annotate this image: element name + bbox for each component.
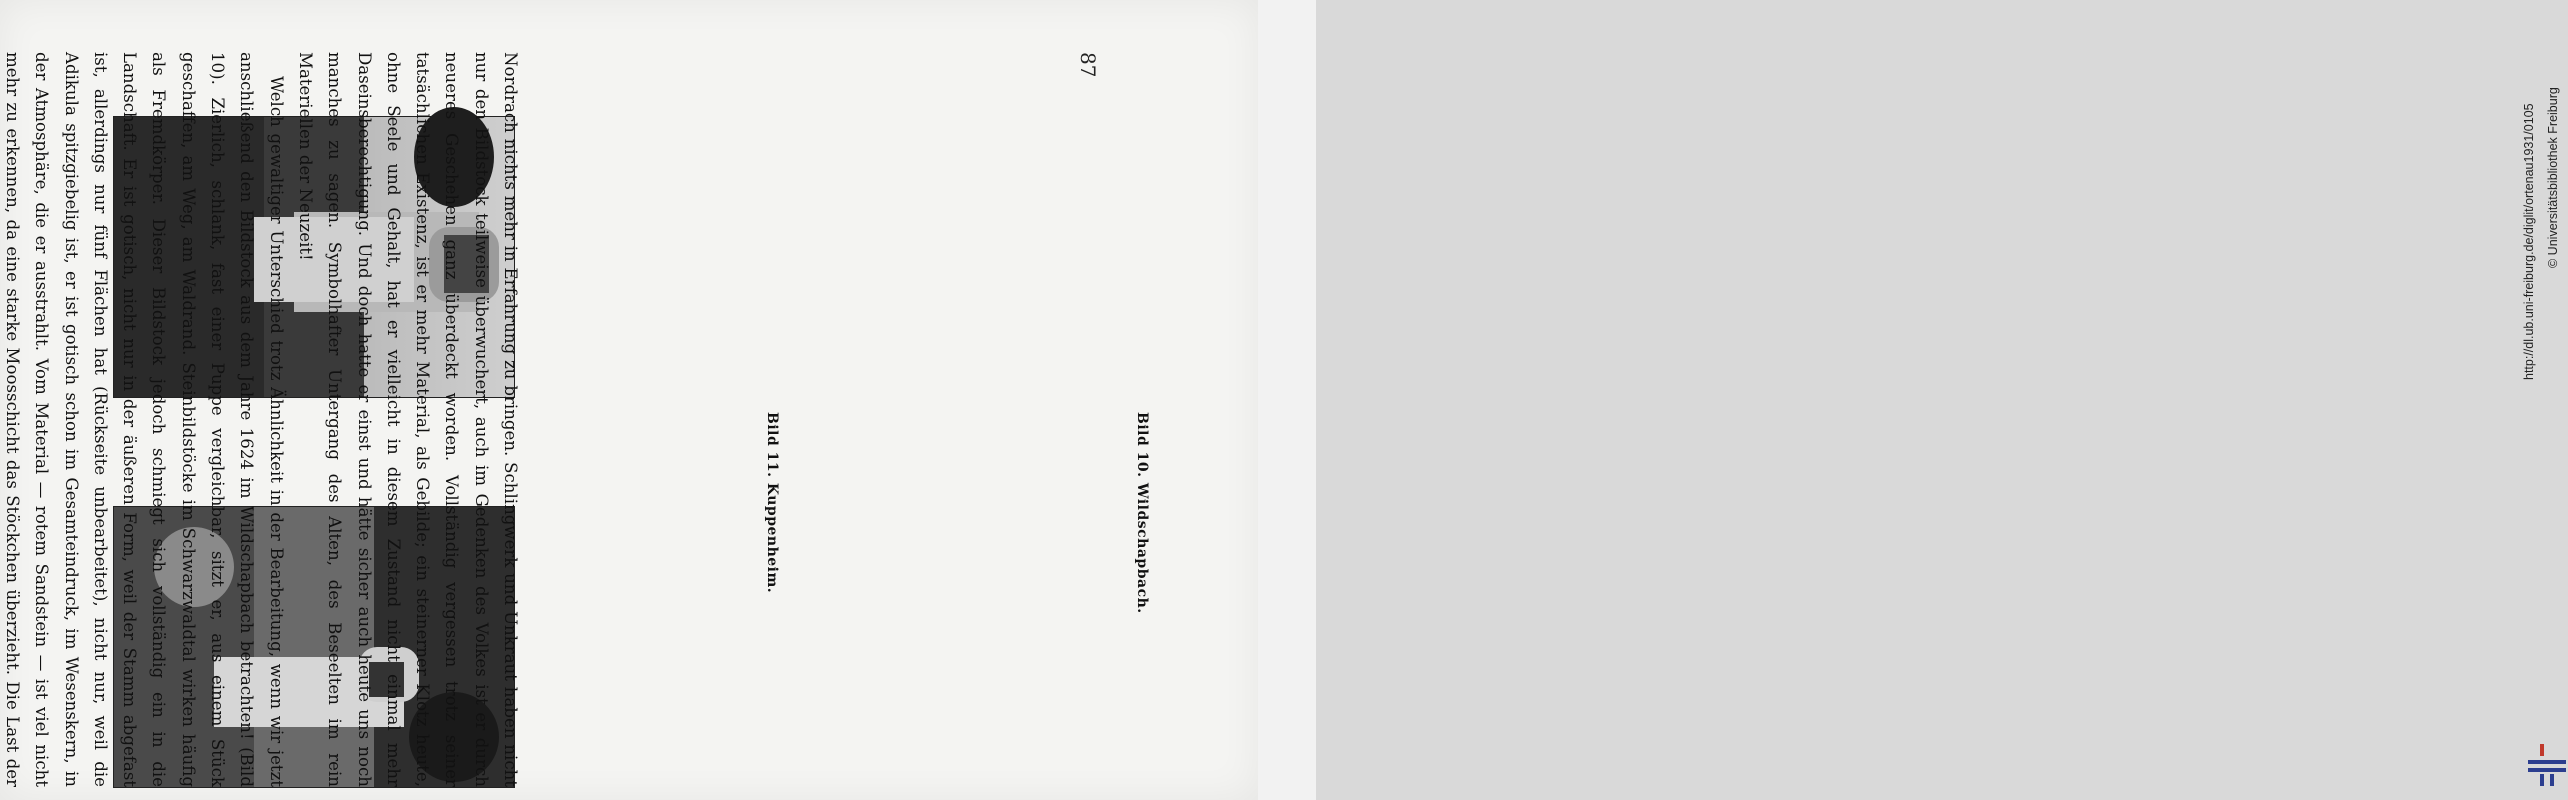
paragraph-1: Nordrach nichts mehr in Erfahrung zu bringen. Schlingwerk und Unkraut haben nicht nur den Bildstock teilweise überwuchert, auch im Gedenken des Volkes ist er durch neueres Geschehen ganz überdeckt worden. Vollständig vergessen trotz seiner tatsächlichen Existenz, ist er mehr Material, als Gebilde; ein steinerner Klotz heute, ohne Seele und Gehalt, hat er vielleicht in diesem Zustand nicht einmal mehr Daseinsberechtigung. Und doch hatte er einst und hätte sicher auch heute uns noch manches zu sagen. Symbolhafter Untergang des Alten, des Beseelten im rein Materiellen der Neuzeit!: [295, 52, 520, 787]
caption-fig11: Bild 11. Kuppenheim.: [764, 412, 780, 594]
body-text: [0, 52, 525, 787]
university-logo-icon: [2526, 742, 2568, 788]
copyright-text: © Universitätsbibliothek Freiburg: [2546, 87, 2560, 268]
paragraph-2: Welch gewaltiger Unterschied trotz Ähnlichkeit in der Bearbeitung, wenn wir jetzt anschließend den Bildstock aus dem Jahre 1624 im Wildschapbach betrachten! (Bild 10). Zierlich, schlank, fast einer Puppe vergleichbar, sitzt er, aus einem Stück geschaffen, am Weg, am Waldrand. Steinbildstöcke im Schwarzwaldtal wirken häufig als Fremdkörper. Dieser Bildstock jedoch schmiegt sich vollständig ein in die Landschaft. Er ist gotisch, nicht nur in der äußeren Form, weil der Stamm abgefast ist, allerdings nur fünf Flächen hat (Rückseite unbearbeitet), nicht nur, weil die Adikula spitzgiebelig ist, er ist gotisch schon im Gesamteindruck, im Wesenskern, in der Atmosphäre, die er ausstrahlt. Vom Material — rotem Sandstein — ist viel nicht mehr zu erkennen, da eine starke Moosschicht das Stöckchen überzieht. Die Last der: [2, 52, 286, 787]
page-content: [2, 52, 1160, 792]
caption-fig10: Bild 10. Wildschapbach.: [1134, 412, 1150, 614]
sidebar: [1258, 0, 2560, 800]
source-url[interactable]: http://dl.ub.uni-freiburg.de/diglit/ortenau1931/0105: [2522, 103, 2536, 380]
page-number: 87: [1076, 52, 1100, 78]
